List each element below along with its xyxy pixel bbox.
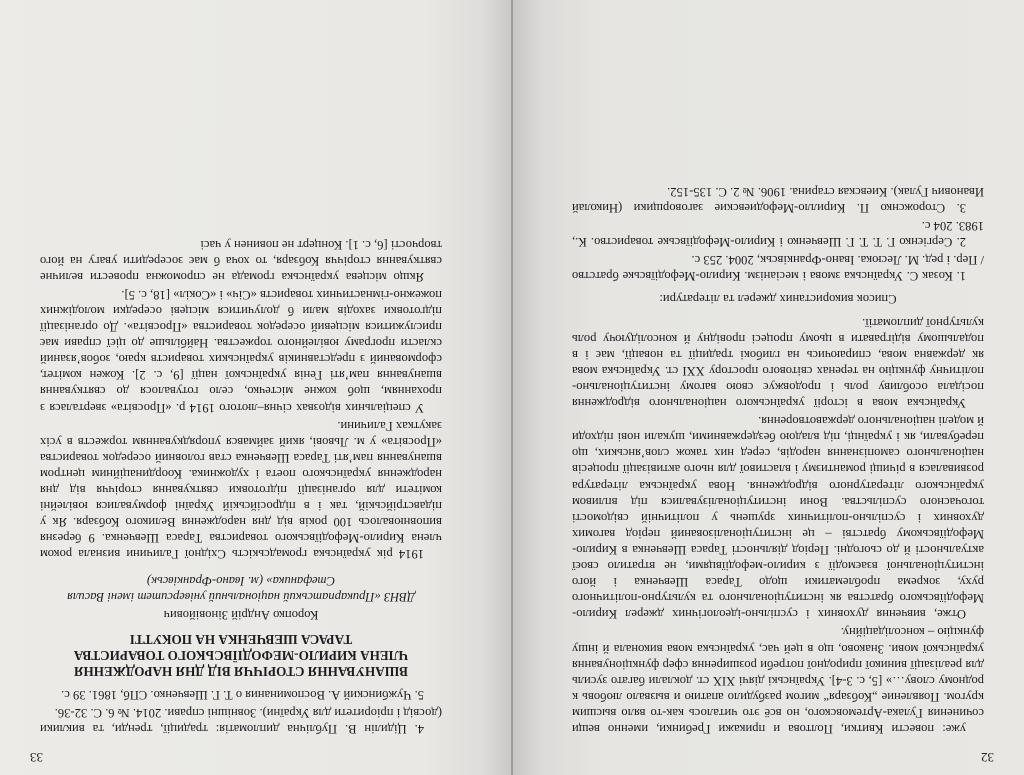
page-text <box>572 182 984 737</box>
reference-item: 3. Сторожснко П. Кирилло-Мефодиевские заговорщики (Николай Иванович Гулак). Киевская старина. 1906. № 2. С. 135-152. <box>572 185 984 216</box>
page-number: 33 <box>30 750 43 765</box>
reference-item: 2. Сергієнко Г. Т. Т. Г. Шевченко і Кирило-Мефодіївське товариство. К., 1983. 204 с. <box>572 219 984 250</box>
article-title: ВШАНУВАННЯ СТОРІЧЧЯ ВІД ДНЯ НАРОДЖЕННЯ ЧЛЕНА КИРИЛО-МЕФОДІЇВСЬКОГО ТОВАРИСТВА ТАРАСА ШЕВЧЕНКА НА ПОКУТТІ <box>73 631 409 679</box>
references-heading: Список використаних джерел та літератури: <box>659 291 897 306</box>
reference-item: 4. Цідилін В. Публічна дипломатія: традиції, тренди, та виклики (досвід і пріоритети для України). Зовнішні справи. 2014. № 6. С. 32-36. <box>40 705 442 736</box>
book-gutter <box>511 0 513 775</box>
paragraph: Отже, вивчення духовних і суспільно-ідеологічних джерел Кирило-Мефодіївського братства як інституціонального та культурно-політичного руху, зокрема проблематики щодо Тараса Шевченка і його інституціональної взаємодії з кирило-мефодіївцями, не втратило своєї актуальності й до сьогодні. Період діяльності Тараса Шевченка в Кирило-Мефодіївському братстві – це інституціоналізований період вагомих духовних і суспільно-політичних зрушень у політичній свідомості тогочасного суспільства. Вони інституціоналізувалися під впливом українського літературного відродження. Нова українська література розвивалася в річищі романтизму і властивої для нього активізації процесів національного самопізнання народів, серед них також слов’янських, що перебували, як і українці, під владою бездержавними, шукали нові підходи й моделі національного державотворення. <box>572 414 984 622</box>
left-page <box>512 0 1024 775</box>
paragraph: У спеціальних відозвах січня–лютого 1914 р. «Просвіта» зверталася з проханням, щоб кожне містечко, село готувалося до святкування вшанування пам’яті Генія української нації [9, с. 2]. Кожен комітет, сформований з представників українських товариств краю, зобов’язаний скласти програму ювілейного торжества. Найбільше до цієї справи має прислужитися місцевий осередок товариства «Просвіта». До організації підготовки заходів мали б долучитися місцеві осередки молодіжних пожежно-гімнастичних товариств «Січ» і «Сокіл» [18, с. 5]. <box>40 287 442 415</box>
reference-item: 1. Козак С. Українська змова і месіанізм. Кирило-Мефодіївське братство / Пер. і ред. М. Лесюка. Івано-Франківськ, 2004. 253 с. <box>572 253 984 284</box>
paragraph: Якщо місцева українська громада не спроможна провести величне святкування сторіччя Кобзаря, то хоча б має зосередити увагу на його творчості [6, с. 1]. Концерт не повинен у часі <box>40 237 442 284</box>
page-text <box>40 235 442 737</box>
paragraph: Українська мова в історії українського національного відродження посідала особливу роль і продовжує свою вагому інституціонально-політичну функцію на теренах світового простору XXI ст. Українська мова як державна мова, спираючись на глибокі традиції та новації, має і в подальшому відігравати в цьому процесі провідну й консолідуючу роль культурної дипломатії. <box>572 315 984 411</box>
reference-item: 5. Чужбинский А. Воспоминания о Т. Г. Шевченко. СПб, 1861. 39 с. <box>61 687 424 702</box>
author-affiliation: ДВНЗ «Прикарпатський національний університет імені Василя Стефаника» (м. Івано-Франківськ) <box>67 573 415 604</box>
page-number: 32 <box>981 750 994 765</box>
paragraph: 1914 рік українська громадськість Східної Галичини визнала роком члена Кирило-Мефодіївського товариства Тараса Шевченка. 9 березня виповнювалось 100 років від дня народження Великого Кобзаря. Як у підавстрійській, так і в підросійській Україні формувалися ювілейні комітети для організації підготовки святкування сторіччя від дня народження українського поета і художника. Координаційним центром вшанування пам’яті Тараса Шевченка став головний осередок товариства «Просвіта» у м. Львові, який займався упорядкуванням торжеств в усіх закутках Галичини. <box>40 418 442 562</box>
article-author: Коропко Андрій Зіновійович <box>163 607 319 622</box>
paragraph: уже: повести Квитки, Полтова и прикажи Гребинки, именно вещи сочинения Гулака-Артемовского, но всё это читалось как-то вяло высшим кругом. Появление „Кобзаря“ мигом разбудило апатию и вызвало любовь к родному слову…» [5, с. 3-4]. Українські діячі XIX ст. доклали багато зусиль для реалізації виникої природної потреби розширення сфер функціонування української мови. Знаково, що в цей час, українська мова виконала й іншу функцію – консолідаційну. <box>572 625 984 736</box>
